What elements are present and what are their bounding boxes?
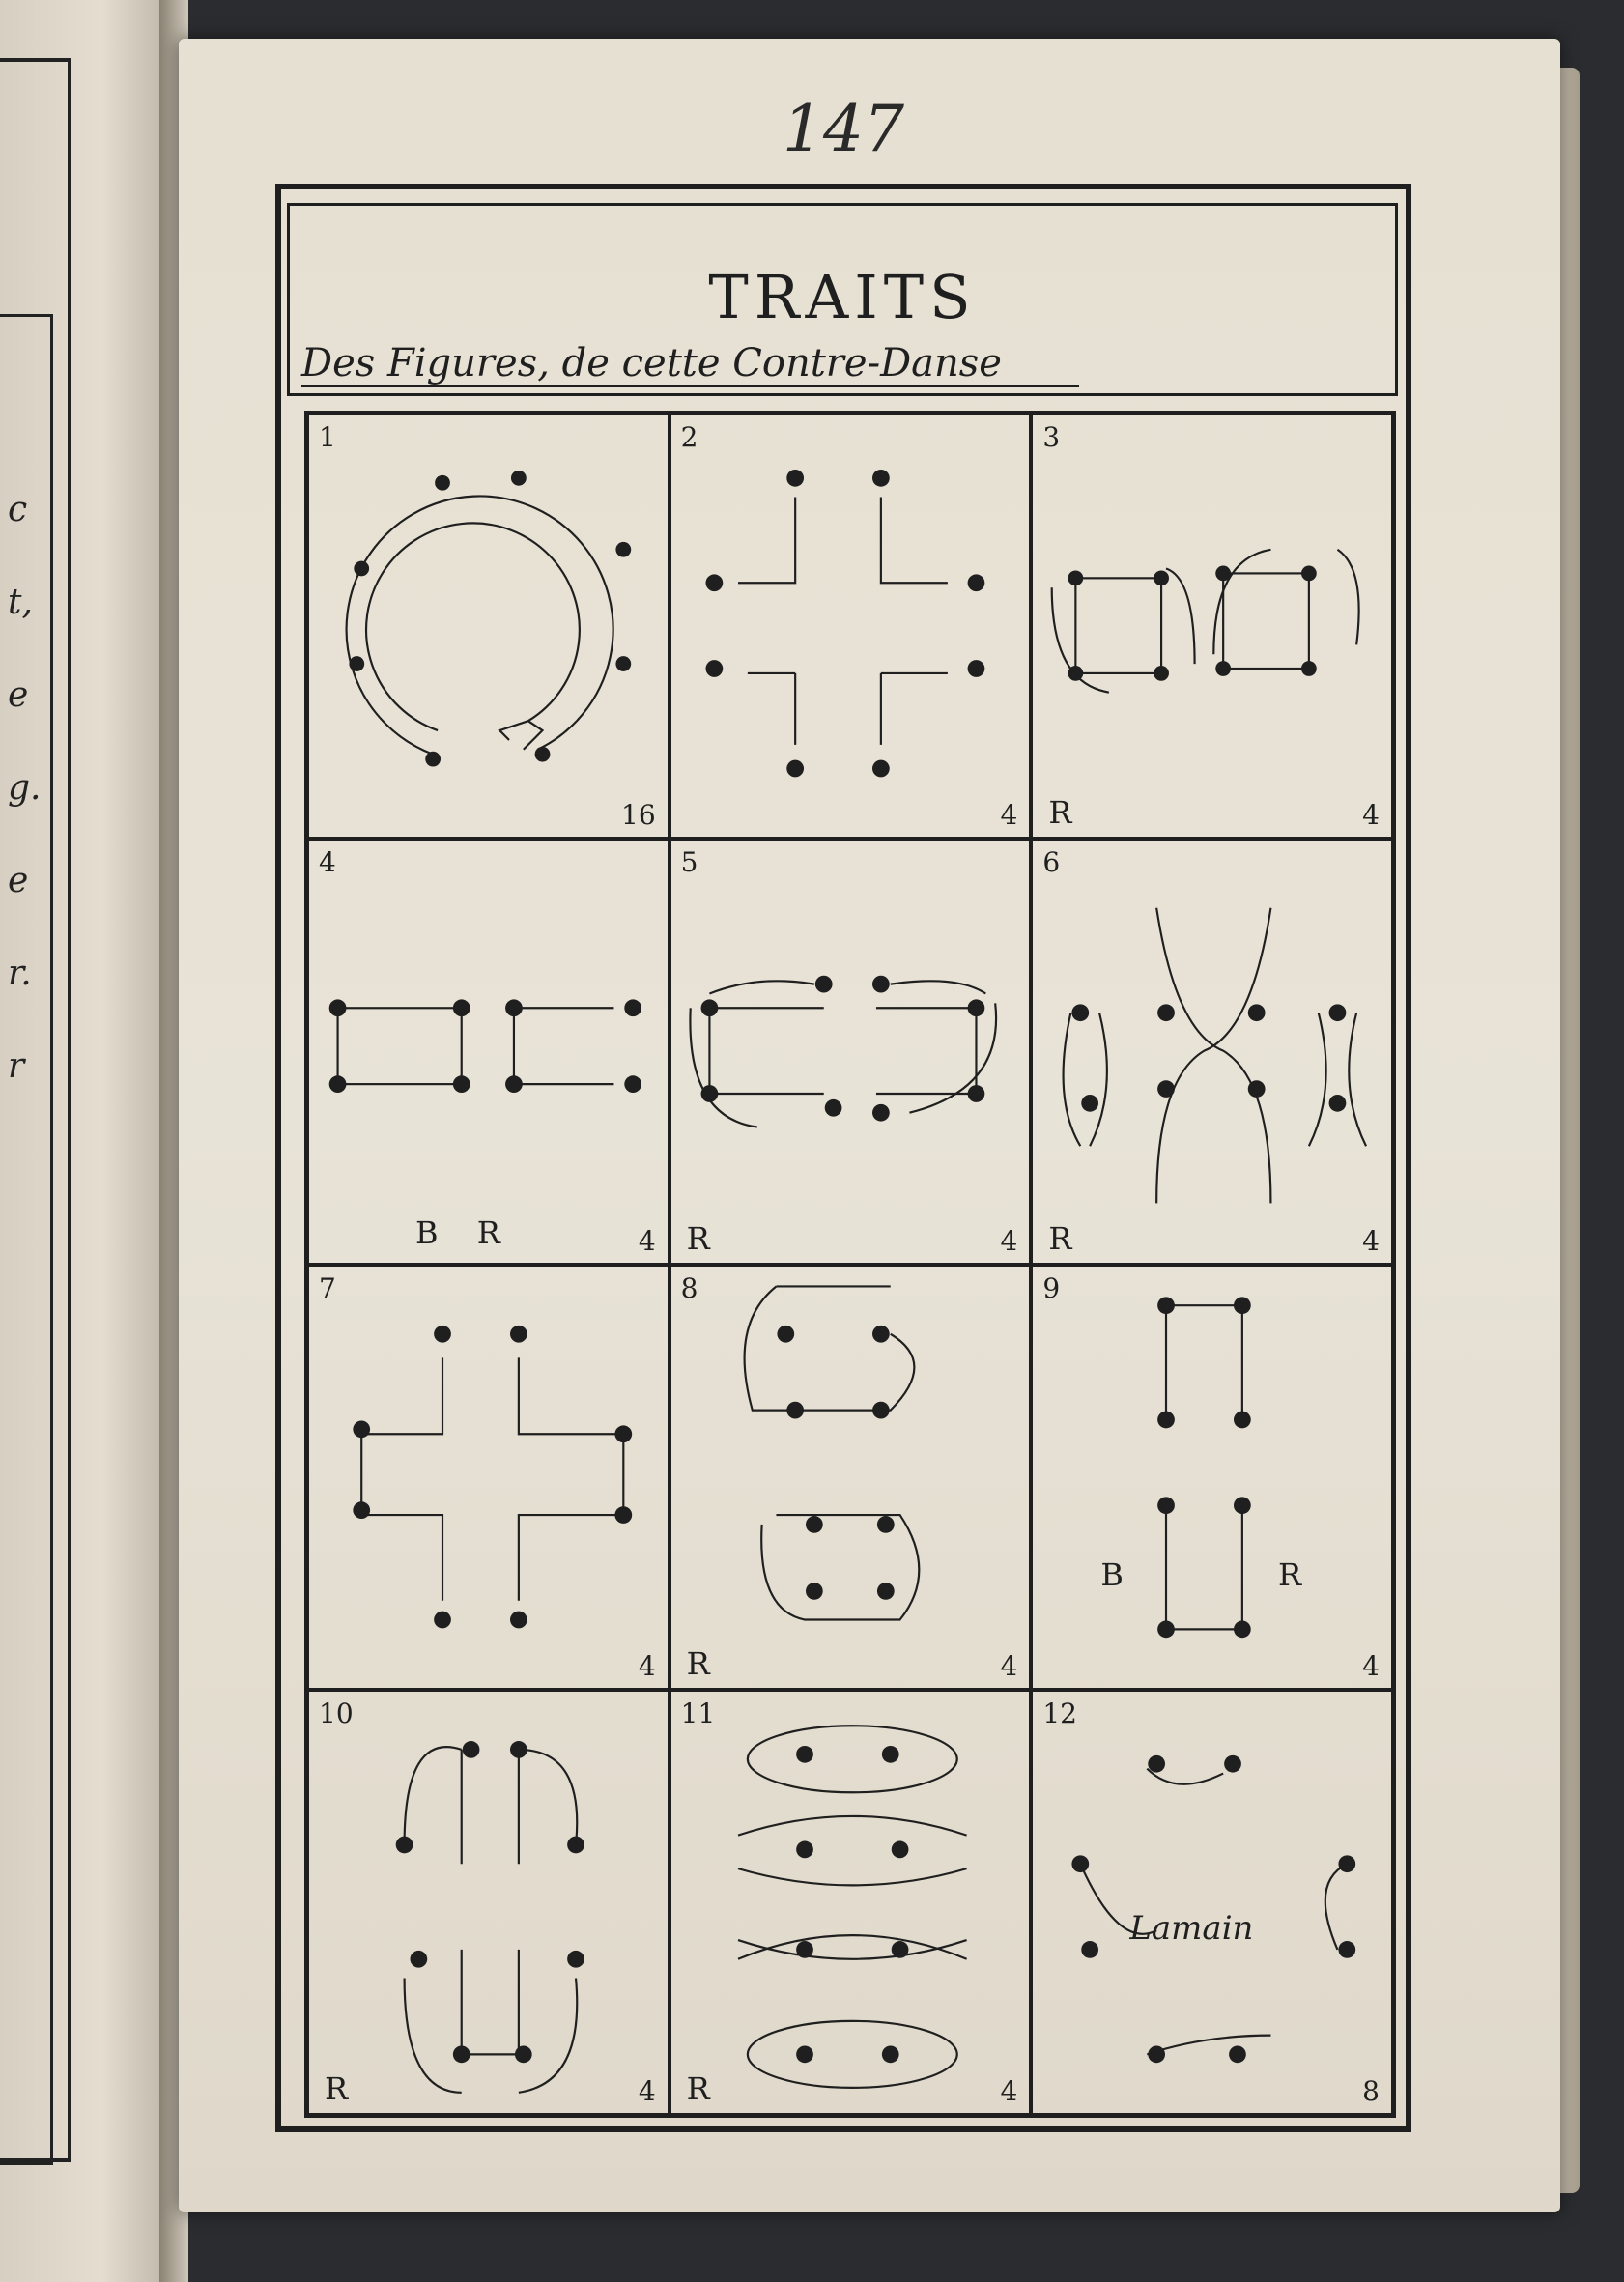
figure-cell-5 — [670, 839, 1032, 1264]
figure-inscription: Lamain — [1129, 1908, 1254, 1948]
figure-cell-7 — [307, 1265, 670, 1690]
figure-count: 4 — [1000, 2075, 1018, 2107]
figure-diagram — [1033, 1267, 1391, 1688]
header-box — [287, 203, 1398, 396]
figure-cell-2 — [670, 414, 1032, 839]
figure-cell-4 — [307, 839, 670, 1264]
left-letter: g. — [8, 768, 42, 808]
figure-marks: R — [1048, 1219, 1072, 1257]
figure-number: 8 — [680, 1271, 698, 1304]
figure-cell-8 — [670, 1265, 1032, 1690]
figure-marks: B R — [415, 1213, 500, 1251]
figures-grid — [304, 411, 1396, 2118]
left-page-text — [8, 464, 46, 1113]
figure-count: 4 — [638, 1224, 656, 1257]
figure-marks: R — [325, 2070, 349, 2107]
figure-diagram — [671, 841, 1030, 1262]
figure-count: 4 — [1362, 1224, 1380, 1257]
left-letter: t, — [8, 583, 33, 622]
left-letter: e — [8, 675, 29, 715]
figure-diagram — [309, 1692, 668, 2113]
figure-count: 4 — [1000, 1649, 1018, 1682]
figure-number: 5 — [680, 846, 698, 879]
figure-diagram — [1033, 1692, 1391, 2113]
right-page — [179, 39, 1560, 2212]
figure-cell-3 — [1031, 414, 1393, 839]
figure-marks: R — [686, 1219, 710, 1257]
page-title: TRAITS — [708, 262, 977, 332]
figure-count: 4 — [1362, 1649, 1380, 1682]
figure-side-marks: B R — [1100, 1555, 1302, 1593]
left-letter: c — [8, 490, 28, 529]
figure-diagram — [309, 1267, 668, 1688]
page-number: 147 — [783, 92, 904, 166]
figure-marks: R — [686, 1644, 710, 1682]
figure-cell-6 — [1031, 839, 1393, 1264]
figure-number: 7 — [319, 1271, 336, 1304]
figure-number: 3 — [1042, 421, 1061, 453]
figure-cell-12 — [1031, 1690, 1393, 2115]
figure-number: 9 — [1042, 1271, 1061, 1304]
left-page — [0, 0, 169, 2282]
figure-number: 11 — [680, 1697, 716, 1729]
page-subtitle: Des Figures, de cette Contre-Danse — [301, 341, 1079, 387]
figure-number: 2 — [680, 421, 698, 453]
figure-diagram — [1033, 415, 1391, 837]
figure-count: 4 — [638, 1649, 656, 1682]
figure-count: 4 — [1000, 799, 1018, 832]
left-letter: r. — [8, 954, 32, 993]
left-letter: e — [8, 861, 29, 900]
figure-number: 4 — [319, 846, 336, 879]
figure-cell-10 — [307, 1690, 670, 2115]
figure-count: 16 — [621, 799, 656, 832]
figure-diagram — [671, 415, 1030, 837]
figure-marks: R — [1048, 794, 1072, 832]
figure-number: 12 — [1042, 1697, 1077, 1729]
figure-cell-11 — [670, 1690, 1032, 2115]
figure-diagram — [671, 1692, 1030, 2113]
figure-diagram — [671, 1267, 1030, 1688]
figure-count: 4 — [638, 2075, 656, 2107]
figure-marks: R — [686, 2070, 710, 2107]
figure-number: 10 — [319, 1697, 354, 1729]
figure-count: 8 — [1362, 2075, 1380, 2107]
figure-diagram — [309, 415, 668, 837]
figure-cell-9 — [1031, 1265, 1393, 1690]
figure-count: 4 — [1000, 1224, 1018, 1257]
figure-number: 1 — [319, 421, 336, 453]
figure-diagram — [309, 841, 668, 1262]
figure-number: 6 — [1042, 846, 1061, 879]
figure-cell-1 — [307, 414, 670, 839]
left-letter: r — [8, 1046, 25, 1086]
figure-diagram — [1033, 841, 1391, 1262]
figure-count: 4 — [1362, 799, 1380, 832]
